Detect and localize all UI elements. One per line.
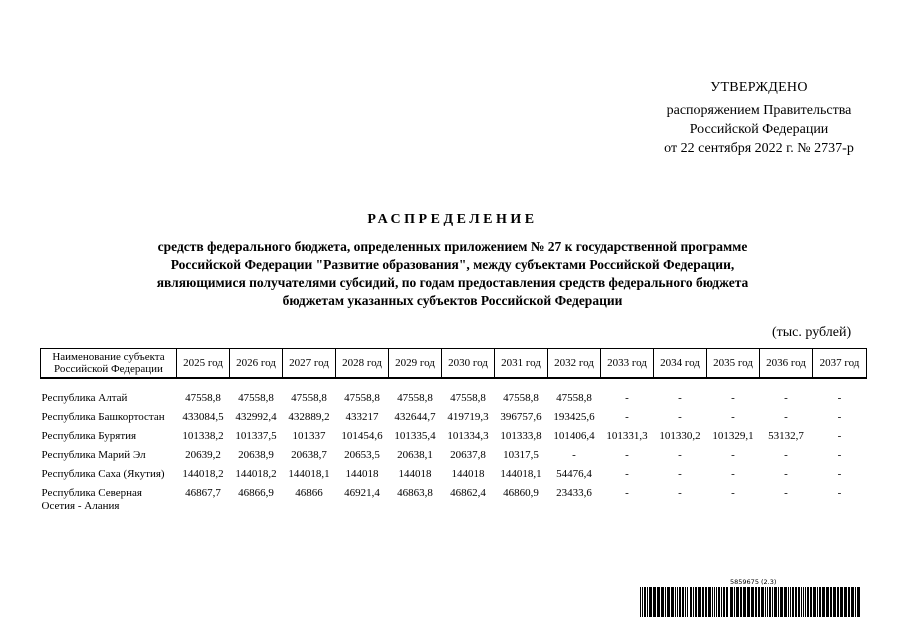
subtitle-line: средств федерального бюджета, определенных приложением № 27 к государственной программе <box>157 239 748 254</box>
value-cell: 101338,2 <box>182 430 224 442</box>
value-cell: 101337,5 <box>235 430 277 442</box>
table-row <box>41 467 867 486</box>
value-cell: 20638,1 <box>397 449 433 461</box>
value-cell: 433217 <box>345 411 379 423</box>
value-cell: 46866,9 <box>238 487 274 499</box>
table-header-row <box>41 349 867 379</box>
value-cell: - <box>625 468 629 480</box>
value-cell: 432889,2 <box>288 411 330 423</box>
value-cell: - <box>784 449 788 461</box>
region-name-cell: Республика Алтай <box>41 392 128 404</box>
value-cell: - <box>731 392 735 404</box>
value-cell: 432644,7 <box>394 411 436 423</box>
table-spacer-row <box>41 378 867 391</box>
value-cell: 101333,8 <box>500 430 542 442</box>
region-name-cell: Республика Саха (Якутия) <box>41 468 165 480</box>
column-header-year: 2037 год <box>813 349 867 379</box>
value-cell: - <box>572 449 576 461</box>
value-cell: 20653,5 <box>344 449 380 461</box>
subtitle-line: Российской Федерации "Развитие образования", между субъектами Российской Федерации, <box>170 257 735 272</box>
value-cell: 144018 <box>398 468 432 480</box>
value-cell: 47558,8 <box>503 392 539 404</box>
value-cell: 20637,8 <box>450 449 486 461</box>
column-header-region <box>41 349 177 379</box>
value-cell: - <box>625 487 629 499</box>
value-cell: 101331,3 <box>606 430 648 442</box>
table-row <box>41 410 867 429</box>
value-cell: - <box>837 411 842 423</box>
column-header-year: 2032 год <box>548 349 601 379</box>
document-title: РАСПРЕДЕЛЕНИЕ <box>367 212 538 227</box>
value-cell: 101334,3 <box>447 430 489 442</box>
value-cell: - <box>625 392 629 404</box>
value-cell: 46867,7 <box>185 487 221 499</box>
units-label: (тыс. рублей) <box>772 325 852 340</box>
column-header-year: 2035 год <box>707 349 760 379</box>
value-cell: 101406,4 <box>553 430 595 442</box>
subtitle-line: являющимися получателями субсидий, по годам предоставления средств федерального бюджета <box>156 275 749 290</box>
column-header-year: 2033 год <box>601 349 654 379</box>
value-cell: 101454,6 <box>341 430 383 442</box>
value-cell: 46860,9 <box>503 487 539 499</box>
value-cell: - <box>731 449 735 461</box>
value-cell: - <box>625 449 629 461</box>
distribution-table-wrapper <box>40 348 866 518</box>
approval-title: УТВЕРЖДЕНО <box>710 80 808 95</box>
column-header-line: Наименование субъекта <box>52 351 165 363</box>
region-name-cell: Республика Башкортостан <box>41 411 165 423</box>
value-cell: 47558,8 <box>450 392 486 404</box>
value-cell: 47558,8 <box>291 392 327 404</box>
value-cell: - <box>837 392 842 404</box>
value-cell: - <box>837 468 842 480</box>
barcode-number: 5859675 (2.3) <box>730 578 777 586</box>
value-cell: - <box>678 468 682 480</box>
subtitle-line: бюджетам указанных субъектов Российской Федерации <box>282 293 623 308</box>
value-cell: 47558,8 <box>397 392 433 404</box>
approval-stamp <box>640 80 878 158</box>
column-header-line: Российской Федерации <box>54 363 163 375</box>
value-cell: 46862,4 <box>450 487 486 499</box>
distribution-table <box>40 348 867 518</box>
approval-date-line: от 22 сентября 2022 г. № 2737-р <box>664 141 854 156</box>
value-cell: 47558,8 <box>344 392 380 404</box>
value-cell: 432992,4 <box>235 411 277 423</box>
value-cell: 46863,8 <box>397 487 433 499</box>
value-cell: - <box>837 487 842 499</box>
value-cell: 433084,5 <box>182 411 224 423</box>
value-cell: 396757,6 <box>500 411 542 423</box>
value-cell: - <box>784 468 788 480</box>
table-row <box>41 448 867 467</box>
approval-line: распоряжением Правительства <box>666 103 852 118</box>
value-cell: 47558,8 <box>238 392 274 404</box>
value-cell: 20638,9 <box>238 449 274 461</box>
value-cell: 419719,3 <box>447 411 489 423</box>
value-cell: 144018,2 <box>182 468 224 480</box>
region-name-cell: Республика Бурятия <box>41 430 137 442</box>
value-cell: 47558,8 <box>185 392 221 404</box>
table-row <box>41 486 867 518</box>
column-header-year: 2025 год <box>177 349 230 379</box>
value-cell: - <box>731 411 735 423</box>
value-cell: 54476,4 <box>556 468 592 480</box>
value-cell: 53132,7 <box>768 430 804 442</box>
value-cell: 144018 <box>345 468 379 480</box>
value-cell: 46866 <box>295 487 323 499</box>
value-cell: - <box>837 449 842 461</box>
value-cell: 20639,2 <box>185 449 221 461</box>
value-cell: 101330,2 <box>659 430 701 442</box>
value-cell: 10317,5 <box>503 449 539 461</box>
value-cell: - <box>784 392 788 404</box>
column-header-year: 2028 год <box>336 349 389 379</box>
value-cell: - <box>678 392 682 404</box>
value-cell: - <box>731 487 735 499</box>
value-cell: 46921,4 <box>344 487 380 499</box>
value-cell: - <box>625 411 629 423</box>
region-name-cell: Республика Северная Осетия - Алания <box>41 487 142 512</box>
document-subtitle <box>90 238 815 310</box>
value-cell: - <box>784 411 788 423</box>
column-header-year: 2031 год <box>495 349 548 379</box>
value-cell: 144018 <box>451 468 485 480</box>
value-cell: 144018,1 <box>288 468 330 480</box>
column-header-year: 2030 год <box>442 349 495 379</box>
value-cell: 20638,7 <box>291 449 327 461</box>
column-header-year: 2036 год <box>760 349 813 379</box>
column-header-year: 2027 год <box>283 349 336 379</box>
table-row <box>41 391 867 410</box>
value-cell: - <box>837 430 842 442</box>
value-cell: 23433,6 <box>556 487 592 499</box>
value-cell: - <box>731 468 735 480</box>
value-cell: 144018,2 <box>235 468 277 480</box>
table-body <box>41 378 867 518</box>
value-cell: 101329,1 <box>712 430 754 442</box>
value-cell: 101337 <box>292 430 326 442</box>
value-cell: 47558,8 <box>556 392 592 404</box>
value-cell: - <box>784 487 788 499</box>
value-cell: - <box>678 449 682 461</box>
value-cell: - <box>678 487 682 499</box>
column-header-year: 2034 год <box>654 349 707 379</box>
value-cell: 144018,1 <box>500 468 542 480</box>
column-header-year: 2026 год <box>230 349 283 379</box>
table-row <box>41 429 867 448</box>
value-cell: 193425,6 <box>553 411 595 423</box>
approval-line: Российской Федерации <box>689 122 829 137</box>
barcode-icon <box>640 587 862 617</box>
value-cell: 101335,4 <box>394 430 436 442</box>
column-header-year: 2029 год <box>389 349 442 379</box>
value-cell: - <box>678 411 682 423</box>
region-name-cell: Республика Марий Эл <box>41 449 146 461</box>
